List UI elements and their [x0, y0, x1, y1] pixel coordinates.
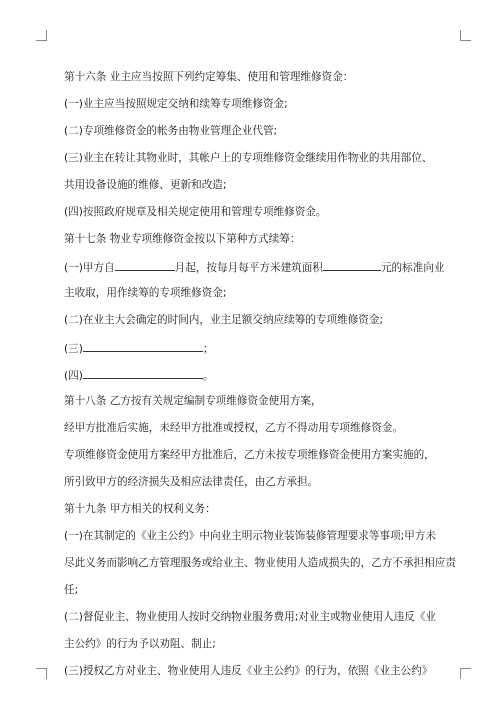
item-3-blank [83, 340, 203, 352]
article-16-item-3: (三)业主在转让其物业时，其帐户上的专项维修资金继续用作物业的共用部位、 [64, 152, 433, 164]
article-16-item-1: (一)业主应当按照规定交纳和续筹专项维修资金; [64, 98, 288, 110]
article-19-heading: 第十九条 甲方相关的权利义务： [64, 503, 216, 515]
article-19-item-2: (二)督促业主、物业使用人按时交纳物业服务费用;对业主或物业使用人违反《业 [64, 611, 437, 623]
item-1-suffix: 元的标准向业 [380, 262, 445, 274]
item-1-prefix: (一)甲方自 [64, 262, 115, 274]
item-1-middle: 月起，按每月每平方米建筑面积 [174, 262, 323, 274]
item-4-prefix: (四) [64, 370, 83, 382]
item-4-blank [83, 367, 203, 379]
article-18-para-1: 经甲方批准后实施，未经甲方批准或授权，乙方不得动用专项维修资金。 [64, 422, 403, 434]
item-3-prefix: (三) [64, 343, 83, 355]
month-blank [115, 259, 175, 271]
article-17-item-2: (二)在业主大会确定的时间内，业主足额交纳应续筹的专项维修资金; [64, 314, 384, 326]
crop-mark-bottom-left [36, 668, 47, 679]
article-18-para-2-cont: 所引致甲方的经济损失及相应法律责任，由乙方承担。 [64, 476, 319, 488]
article-18-heading: 第十八条 乙方按有关规定编制专项维修资金使用方案， [64, 395, 322, 407]
article-19-item-1: (一)在其制定的《业主公约》中向业主明示物业装饰装修管理要求等事项;甲方未 [64, 530, 437, 542]
article-17-item-1 [64, 259, 444, 275]
crop-mark-top-left [36, 30, 47, 41]
article-17-item-3 [64, 340, 444, 356]
article-16-item-2: (二)专项维修资金的帐务由物业管理企业代管; [64, 125, 278, 137]
article-19-item-2-cont: 主公约》的行为予以劝阻、制止; [64, 638, 216, 650]
article-17-item-4 [64, 367, 444, 383]
article-18-para-2: 专项维修资金使用方案经甲方批准后，乙方未按专项维修资金使用方案实施的， [64, 449, 435, 461]
article-16-heading: 第十六条 业主应当按照下列约定筹集、使用和管理维修资金： [64, 71, 354, 83]
article-19-item-1-cont: 尽此义务而影响乙方管理服务或给业主、物业使用人造成损失的，乙方不承担相应责 [64, 557, 456, 569]
article-17-item-1-cont: 主收取，用作续筹的专项维修资金; [64, 287, 227, 299]
article-19-item-1-end: 任; [64, 584, 79, 596]
article-16-item-3-cont: 共用设备设施的维修、更新和改造; [64, 179, 227, 191]
article-17-heading: 第十七条 物业专项维修资金按以下第种方式续筹： [64, 233, 301, 245]
rate-blank [323, 259, 381, 271]
article-19-item-3: (三)授权乙方对业主、物业使用人违反《业主公约》的行为，依照《业主公约》 [64, 665, 433, 677]
article-16-item-4: (四)按照政府规章及相关规定使用和管理专项维修资金。 [64, 206, 327, 218]
crop-mark-bottom-right [460, 668, 471, 679]
item-3-suffix: ； [202, 343, 214, 355]
crop-mark-top-right [460, 30, 471, 41]
item-4-suffix: 。 [202, 370, 214, 382]
